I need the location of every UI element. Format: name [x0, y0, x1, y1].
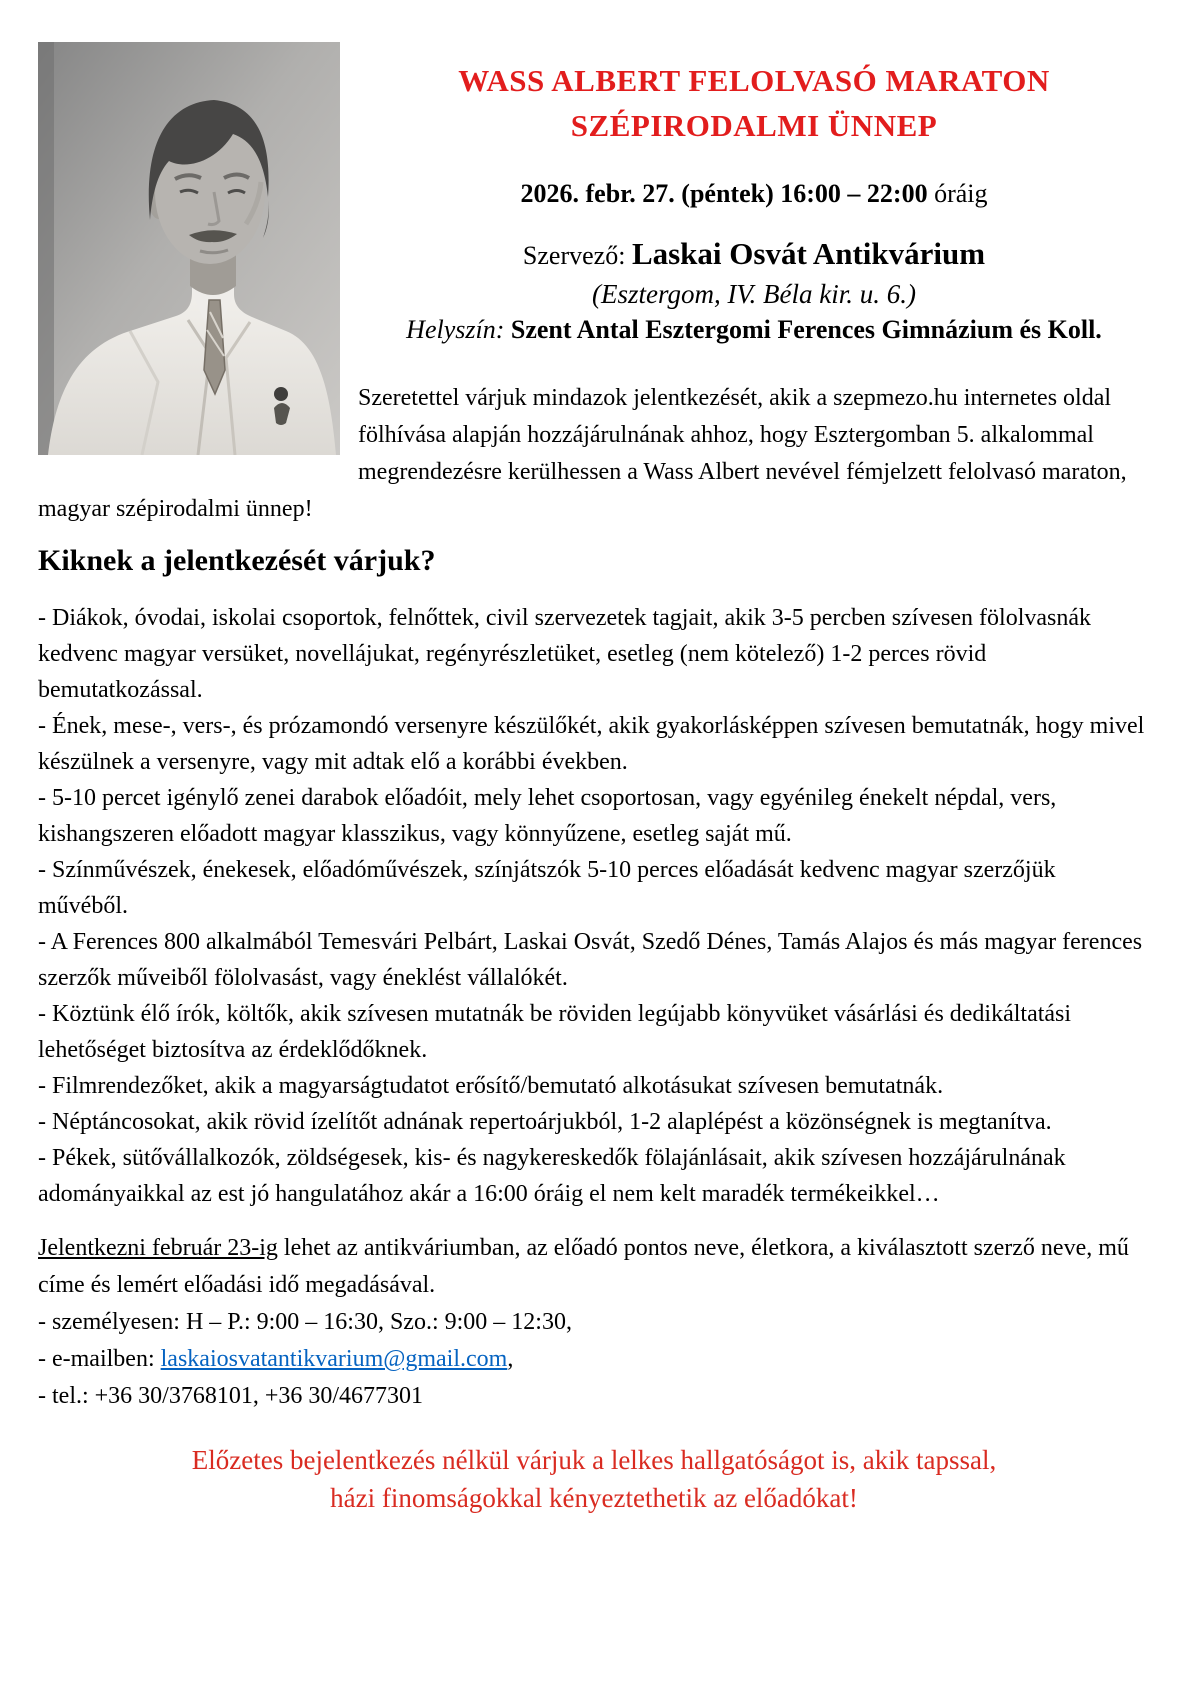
portrait-photo	[38, 42, 340, 455]
venue-name: Szent Antal Esztergomi Ferences Gimnázium és Koll.	[510, 315, 1102, 344]
audience-item: - A Ferences 800 alkalmából Temesvári Pelbárt, Laskai Osvát, Szedő Dénes, Tamás Alajos és más magyar ferences szerzők műveiből fölolvasást, vagy éneklést vállalókét.	[38, 929, 1143, 991]
audience-item: - Diákok, óvodai, iskolai csoportok, felnőttek, civil szervezetek tagjait, akik 3-5 percben szívesen fölolvasnák kedvenc magyar versüket, novellájukat, regényrészletüket, esetleg (nem kötelező) 1-2 perces rövid bemutatkozással.	[38, 605, 1091, 703]
registration-lead-rest: lehet az antikváriumban, az előadó pontos neve, életkora, a kiválasztott szerző neve, mű címe és lemért előadási idő megadásával.	[38, 1235, 1129, 1298]
footer-note-line1: Előzetes bejelentkezés nélkül várjuk a lelkes hallgatóságot is, akik tapssal,	[191, 1445, 997, 1475]
footer-note	[38, 1441, 1150, 1517]
registration-deadline: Jelentkezni február 23-ig	[38, 1235, 278, 1261]
registration-phone: - tel.: +36 30/3768101, +36 30/4677301	[38, 1383, 424, 1409]
portrait-photo-graphic	[38, 42, 340, 455]
audience-item: - Köztünk élő írók, költők, akik szívesen mutatnák be röviden legújabb könyvüket vásárlási és dedikáltatási lehetőséget biztosítva az érdeklődőknek.	[38, 1001, 1072, 1063]
audience-item: - Néptáncosokat, akik rövid ízelítőt adnának repertoárjukból, 1-2 alaplépést a közönségnek is megtanítva.	[38, 1109, 1052, 1135]
audience-list	[38, 600, 1150, 1212]
event-title-line2: SZÉPIRODALMI ÜNNEP	[570, 108, 938, 143]
organizer-name: Laskai Osvát Antikvárium	[631, 236, 986, 271]
email-link[interactable]: laskaiosvatantikvarium@gmail.com	[160, 1346, 508, 1372]
registration-email-line	[38, 1341, 1150, 1378]
organizer-label: Szervező:	[522, 241, 632, 270]
audience-item: - Pékek, sütővállalkozók, zöldségesek, kis- és nagykereskedők fölajánlásait, akik szívesen hozzájárulnának adományaikkal az est jó hangulatához akár a 16:00 óráig el nem kelt maradék termékeikkel…	[38, 1145, 1066, 1207]
registration-in-person: - személyesen: H – P.: 9:00 – 16:30, Szo.: 9:00 – 12:30,	[38, 1309, 572, 1335]
registration-email-suffix: ,	[507, 1346, 514, 1372]
audience-item: - Színművészek, énekesek, előadóművészek, színjátszók 5-10 perces előadását kedvenc magyar szerzőjük művéből.	[38, 857, 1056, 919]
event-date-suffix: óráig	[927, 179, 988, 208]
event-date-main: 2026. febr. 27. (péntek) 16:00 – 22:00	[520, 179, 928, 208]
venue-label: Helyszín:	[406, 315, 511, 344]
registration-lead	[38, 1230, 1150, 1304]
intro-paragraph: Szeretettel várjuk mindazok jelentkezését, akik a szepmezo.hu internetes oldal fölhívása alapján hozzájárulnának ahhoz, hogy Esztergomban 5. alkalommal megrendezésre kerülhessen a Wass Albert nevével fémjelzett felolvasó maraton, magyar szépirodalmi ünnep!	[38, 385, 1127, 522]
organizer-address: (Esztergom, IV. Béla kir. u. 6.)	[592, 279, 916, 309]
registration-email-label: - e-mailben:	[38, 1346, 161, 1372]
event-title-line1: WASS ALBERT FELOLVASÓ MARATON	[458, 63, 1050, 98]
audience-item: - 5-10 percet igénylő zenei darabok előadóit, mely lehet csoportosan, vagy egyénileg énekelt népdal, vers, kishangszeren előadott magyar klasszikus, vagy könnyűzene, esetleg saját mű.	[38, 785, 1057, 847]
footer-note-line2: házi finomságokkal kényeztethetik az előadókat!	[330, 1483, 858, 1513]
section-heading: Kiknek a jelentkezését várjuk?	[38, 544, 436, 577]
registration-info	[38, 1230, 1150, 1415]
audience-item: - Filmrendezőket, akik a magyarságtudatot erősítő/bemutató alkotásukat szívesen bemutatnák.	[38, 1073, 944, 1099]
audience-item: - Ének, mese-, vers-, és prózamondó versenyre készülőkét, akik gyakorlásképpen szívesen bemutatnák, hogy mivel készülnek a versenyre, vagy mit adtak elő a korábbi években.	[38, 713, 1145, 775]
